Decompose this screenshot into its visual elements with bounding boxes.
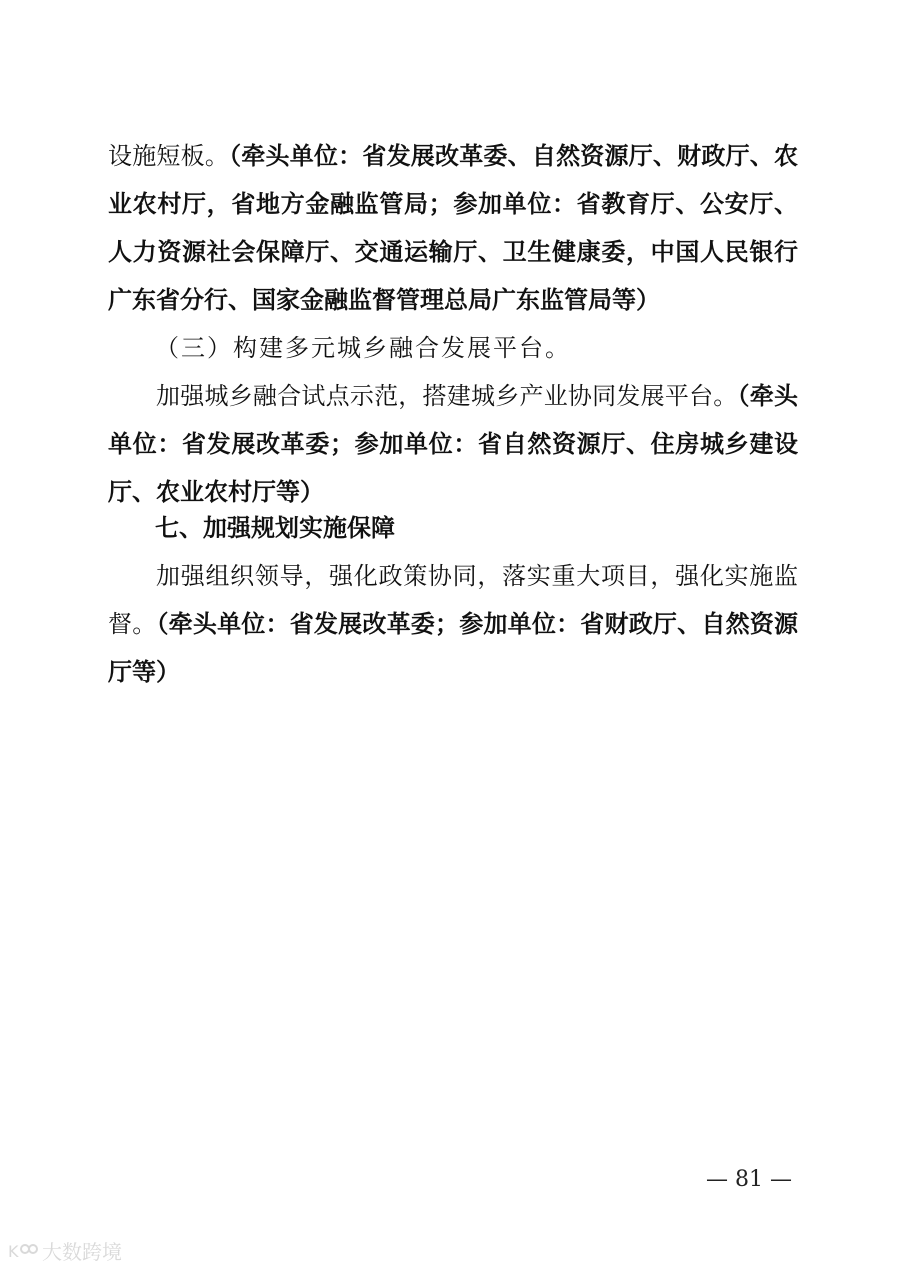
watermark-text: 大数跨境 xyxy=(42,1240,122,1264)
watermark-logo-icon xyxy=(8,1240,38,1262)
watermark xyxy=(8,1236,122,1265)
paragraph-2 xyxy=(108,372,798,516)
paragraph-3 xyxy=(108,552,798,696)
paragraph-1 xyxy=(108,132,798,324)
paragraph-3-responsibility: （牵头单位：省发展改革委；参加单位：省财政厅、自然资源厅等） xyxy=(108,610,799,686)
paragraph-3-text: 加强组织领导，强化政策协同，落实重大项目，强化实施监督。 xyxy=(108,562,798,638)
svg-text:K: K xyxy=(8,1241,19,1261)
subsection-heading-3: （三）构建多元城乡融合发展平台。 xyxy=(155,334,571,362)
paragraph-2-text: 加强城乡融合试点示范，搭建城乡产业协同发展平台。 xyxy=(156,382,738,410)
paragraph-1-text: 设施短板。 xyxy=(108,142,230,170)
section-heading-7: 七、加强规划实施保障 xyxy=(155,514,395,542)
paragraph-2-responsibility: （牵头单位：省发展改革委；参加单位：省自然资源厅、住房城乡建设厅、农业农村厅等） xyxy=(108,382,799,506)
paragraph-1-responsibility: （牵头单位：省发展改革委、自然资源厅、财政厅、农业农村厅，省地方金融监管局；参加单位：省教育厅、公安厅、人力资源社会保障厅、交通运输厅、卫生健康委，中国人民银行广东省分行、国家金融监督管理总局广东监管局等） xyxy=(108,142,799,314)
page-number: — 81 — xyxy=(706,1167,792,1192)
